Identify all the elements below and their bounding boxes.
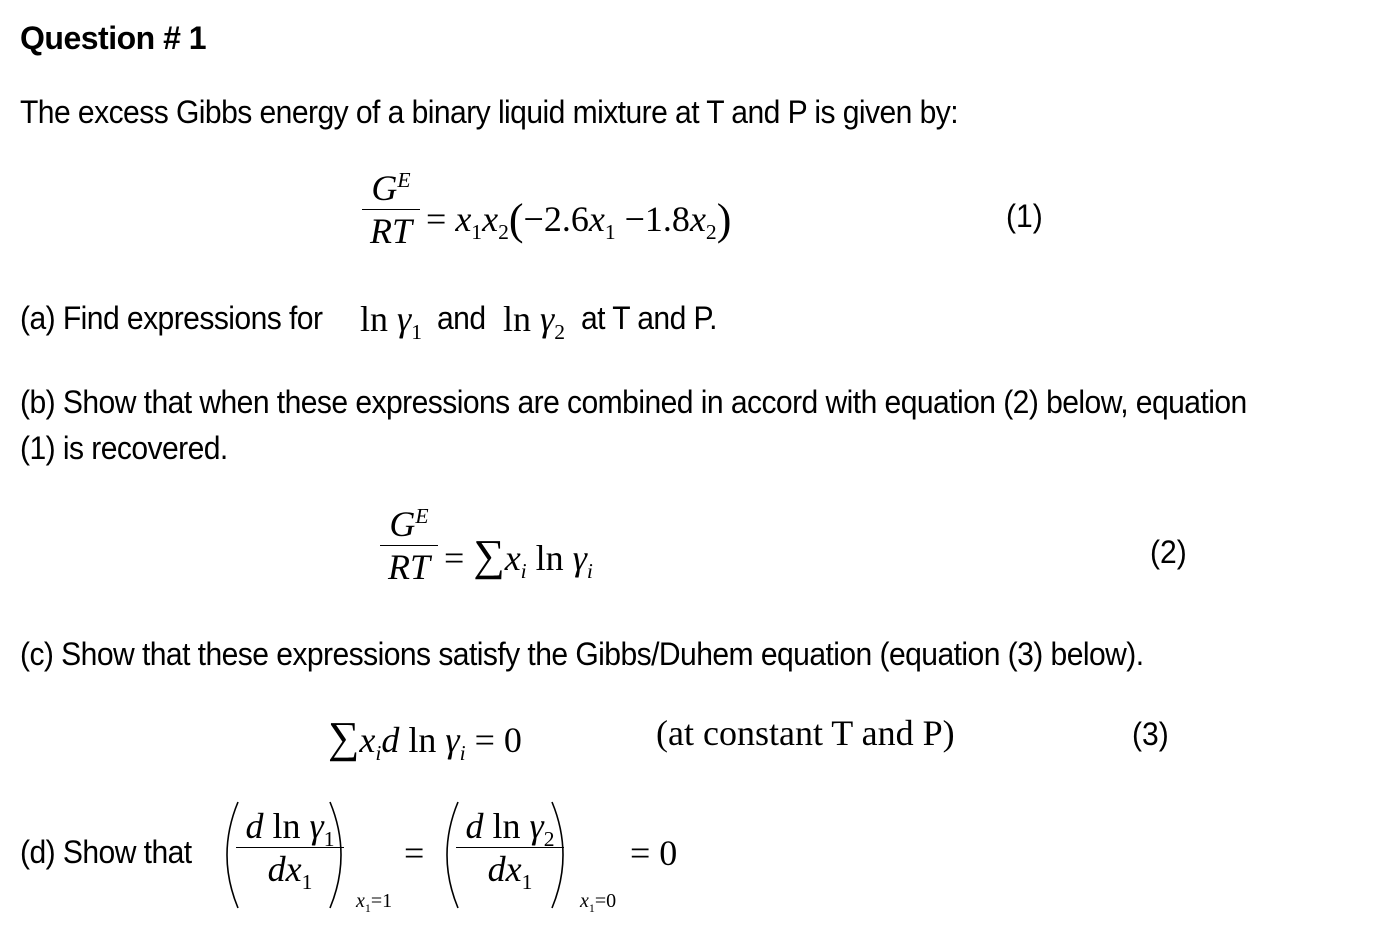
part-a-ln-gamma1: $\ln \gamma_1$ [360, 299, 422, 345]
derivative-2-eval: $x_1=0$ [580, 890, 617, 915]
eq1-numerator: $G^E$ [371, 168, 411, 208]
derivative-1-numerator: d $\ln \gamma_1$ [245, 806, 335, 852]
derivative-2-numerator: d $\ln \gamma_2$ [465, 806, 555, 852]
derivative-1-eval: $x_1=1$ [356, 890, 393, 915]
eq3-lhs: $\sum x_id$ $\ln \gamma_i = 0$ [328, 713, 522, 766]
part-b-line1: (b) Show that when these expressions are combined in accord with equation (2) below, equation [20, 384, 1247, 420]
eq2-number: (2) [1150, 534, 1187, 570]
derivative-1-denominator: $dx_1$ [267, 849, 313, 895]
eq2-numerator: $G^E$ [389, 504, 429, 544]
part-d-equals: = [404, 833, 425, 873]
intro-text: The excess Gibbs energy of a binary liquid mixture at T and P is given by: [20, 94, 959, 130]
eq1-denominator: RT [369, 211, 412, 251]
part-a-ln-gamma2: $\ln \gamma_2$ [503, 299, 565, 345]
eq1-fraction-bar [362, 209, 420, 210]
part-b-line2: (1) is recovered. [20, 430, 228, 466]
eq1-lhs-fraction [362, 168, 420, 251]
part-a-and: and [437, 300, 486, 336]
eq3-condition: (at constant T and P) [656, 713, 955, 753]
eq2-denominator: RT [387, 547, 430, 587]
part-a-suffix: at T and P. [581, 300, 717, 336]
eq2-fraction-bar [380, 545, 438, 546]
right-paren-2 [548, 798, 578, 912]
part-a: (a) Find expressions for [20, 300, 323, 336]
eq3-number: (3) [1132, 716, 1169, 752]
derivative-2-denominator: $dx_1$ [487, 849, 533, 895]
eq2-lhs-fraction [380, 504, 438, 587]
sigma-symbol: ∑ [473, 531, 505, 580]
part-d-rhs: = 0 [630, 833, 678, 873]
eq1-rhs: = $x_1x_2(-2.6x_1 -1.8x_2)$ [426, 195, 732, 245]
right-paren-1 [326, 798, 356, 912]
eq1-number: (1) [1006, 198, 1043, 234]
eq2-rhs: = $\sum x_i$ $\ln \gamma_i$ [444, 531, 593, 584]
sigma-symbol: ∑ [328, 713, 360, 762]
part-c-text: (c) Show that these expressions satisfy the Gibbs/Duhem equation (equation (3) below). [20, 636, 1144, 672]
part-d-prefix: (d) Show that [20, 834, 192, 870]
question-title: Question # 1 [20, 20, 207, 56]
